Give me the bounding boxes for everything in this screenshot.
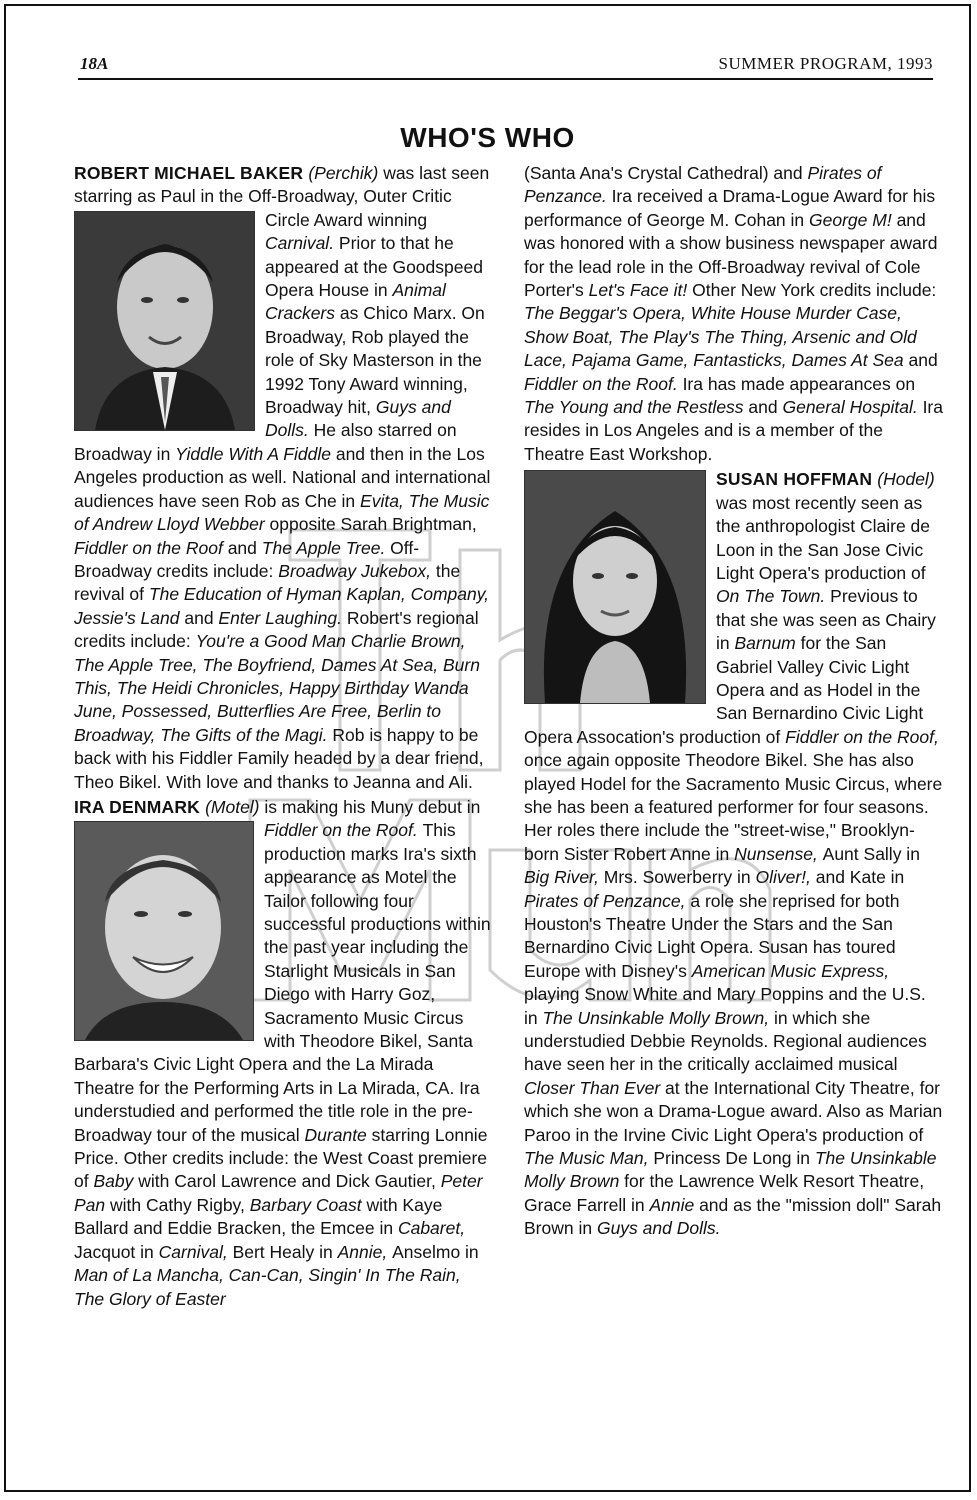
bio-text: Jacquot in [74,1241,159,1262]
bio-text: and [748,397,783,418]
show-title: Enter Laughing. [218,607,347,628]
show-title: Peter Pan [74,1171,483,1215]
show-title: Yiddle With A Fiddle [175,443,336,464]
show-title: The Education of Hyman Kaplan, Company, Jessie's Land [74,584,490,628]
show-title: Nunsense, [734,843,823,864]
headshot-photo [74,821,254,1041]
bio-text: and was honored with a show business newspaper award for the lead role in the Off-Broadway revival of Cole Porter's [524,209,938,301]
bio-text: playing Snow White and Mary Poppins and the U.S. in [524,984,926,1028]
bio-text: and as the "mission doll" Sarah Brown in [524,1194,942,1239]
bio-text: This production marks Ira's sixth appearance as Motel the Tailor following four successful productions within the past year including the Starlight Musicals in San Diego with Harry Goz, Sacramento Music Circus with Theodore Bikel, Santa Barbara's Civic Light Opera and the La Mirada Theatre for the Performing Arts in La Mirada, CA. Ira understudied and performed the title role in the pre-Broadway tour of the musical [74,820,491,1145]
bio-text: Ira resides in Los Angeles and is a member of the Theatre East Workshop. [524,397,943,464]
bio-text: a role she reprised for both Houston's Theatre Under the Stars and the San Bernardino Civic Light Opera. Susan has toured Europe with Disney's [524,890,900,981]
show-title: Annie, [337,1241,393,1262]
column-right [524,162,944,1243]
bio-role: (Hodel) [877,469,935,490]
bio-text: with Carol Lawrence and Dick Gautier, [138,1171,441,1192]
bio-text: starring Lonnie Price. Other credits include: the West Coast premiere of [74,1124,488,1192]
show-title: American Music Express, [691,960,890,981]
show-title: The Unsinkable Molly Brown, [542,1007,774,1028]
header-rule [78,78,933,80]
show-title: Man of La Mancha, Can-Can, Singin' In The Rain, The Glory of Easter [74,1265,461,1309]
show-title: Fiddler on the Roof, [785,726,939,747]
show-title: Carnival. [265,233,339,254]
show-title: Cabaret, [397,1218,466,1239]
show-title: Evita, The Music of Andrew Lloyd Webber [74,490,490,535]
show-title: Carnival, [158,1241,233,1262]
show-title: Animal Crackers [265,280,446,324]
bio-text: was most recently seen as the anthropologist Claire de Loon in the San Jose Civic Light Opera's production of [716,492,931,583]
bio-text: Prior to that he appeared at the Goodspeed Opera House in [265,233,483,301]
publication-title: SUMMER PROGRAM, 1993 [718,54,933,73]
show-title: The Music Man, [524,1148,654,1169]
portrait-man-icon [75,212,254,430]
show-title: The Unsinkable Molly Brown [524,1148,937,1192]
show-title: The Beggar's Opera, White House Murder Case, Show Boat, The Play's The Thing, Arsenic and Old Lace, Pajama Game, Fantasticks, Dames At Sea [524,303,917,371]
show-title: You're a Good Man Charlie Brown, The Apple Tree, The Boyfriend, Dames At Sea, Burn This, The Heidi Chronicles, Happy Birthday Wanda June, Possessed, Butterflies Are Free, Berlin to Broadway, The Gifts of the Magi. [74,631,480,745]
column-left [74,162,494,1313]
bio-text: and [908,350,938,371]
bio-text: Robert's regional credits include: [74,607,479,652]
bio-role: (Perchik) [308,163,384,183]
bio-text: is making his Muny debut in [264,796,481,817]
bio-text: and Kate in [815,867,905,888]
show-title: Baby [93,1171,139,1192]
bio-text: Anselmo in [392,1241,479,1262]
page-number: 18A [80,54,109,73]
bio-text: at the International City Theatre, for which she won a Drama-Logue award. Also as Marian Paroo in the Irvine Civic Light Opera's production of [524,1077,943,1145]
headshot-photo [74,211,255,431]
show-title: Barbary Coast [249,1194,367,1215]
show-title: Guys and Dolls. [596,1218,721,1239]
show-title: Closer Than Ever [524,1077,666,1098]
show-title: Broadway Jukebox, [278,560,436,581]
bio-text: Other New York credits include: [692,280,937,301]
portrait-woman-icon [525,471,705,703]
bio-text: and [184,607,219,628]
bio-text: (Santa Ana's Crystal Cathedral) and [524,163,808,183]
bio-text: Bert Healy in [232,1241,338,1262]
bio-text: opposite Sarah Brightman, [269,514,477,535]
bio-text: Off-Broadway credits include: [74,537,420,581]
bio-text: with Kaye Ballard and Eddie Bracken, the Emcee in [74,1194,443,1239]
bio-text: for the Lawrence Welk Resort Theatre, Grace Farrell in [524,1171,925,1215]
bio-name: IRA DENMARK [74,796,206,817]
bio-denmark [74,796,494,1311]
show-title: General Hospital. [782,397,923,418]
bio-baker [74,162,494,794]
bio-text: the revival of [74,560,461,605]
bio-text: Mrs. Sowerberry in [603,867,756,888]
section-title: WHO'S WHO [400,122,575,153]
show-title: Durante [304,1124,372,1145]
bio-hoffman [524,468,944,1240]
show-title: Fiddler on the Roof. [524,373,683,394]
show-title: Fiddler on the Roof [74,537,228,558]
bio-text: was last seen starring as Paul in the Off-Broadway, Outer Critic Circle Award winning [74,163,490,230]
show-title: On The Town. [716,586,831,607]
bio-text: Rob is happy to be back with his Fiddler Family headed by a dear friend, Theo Bikel. With love and thanks to Jeanna and Ali. [74,724,484,792]
bio-text: Aunt Sally in [822,843,920,864]
show-title: Let's Face it! [588,280,693,301]
show-title: Pirates of Penzance, [524,890,691,911]
bio-text: with Cathy Rigby, [110,1194,250,1215]
bio-text: and then in the Los Angeles production as well. National and international audiences have seen Rob as Che in [74,443,491,511]
bio-name: SUSAN HOFFMAN [716,469,878,490]
bio-text: Ira received a Drama-Logue Award for his performance of George M. Cohan in [524,186,936,230]
headshot-photo [524,470,706,704]
show-title: George M! [809,209,897,230]
show-title: Barnum [734,633,801,654]
show-title: Fiddler on the Roof. [264,820,423,841]
bio-denmark-continued [524,162,944,466]
bio-text: as Chico Marx. On Broadway, Rob played the role of Sky Masterson in the 1992 Tony Award winning, Broadway hit, [265,303,485,418]
bio-text: He also starred on Broadway in [74,420,457,464]
show-title: Annie [649,1194,700,1215]
show-title: Oliver!, [755,867,816,888]
bio-text: and [227,537,262,558]
bio-text: Ira has made appearances on [682,373,916,394]
show-title: The Young and the Restless [524,397,749,418]
bio-text: in which she understudied Debbie Reynolds. Regional audiences have seen her in the critically acclaimed musical [524,1007,927,1075]
bio-role: (Motel) [205,796,265,817]
bio-text: Previous to that she was seen as Chairy in [716,586,936,654]
show-title: Guys and Dolls. [265,397,451,441]
bio-text: Princess De Long in [653,1148,815,1169]
bio-text: once again opposite Theodore Bikel. She has also played Hodel for the Sacramento Music Circus, where she has been a featured performer for four seasons. Her roles there include the "street-wise," Brooklyn-born Sister Robert Anne in [524,750,943,864]
bio-text: for the San Gabriel Valley Civic Light Opera and as Hodel in the San Bernardino Civic Light Opera Assocation's production of [524,633,924,747]
show-title: Pirates of Penzance. [524,163,882,207]
portrait-man-icon [75,822,253,1040]
show-title: Big River, [524,867,604,888]
show-title: The Apple Tree. [261,537,391,558]
bio-name: ROBERT MICHAEL BAKER [74,163,309,183]
